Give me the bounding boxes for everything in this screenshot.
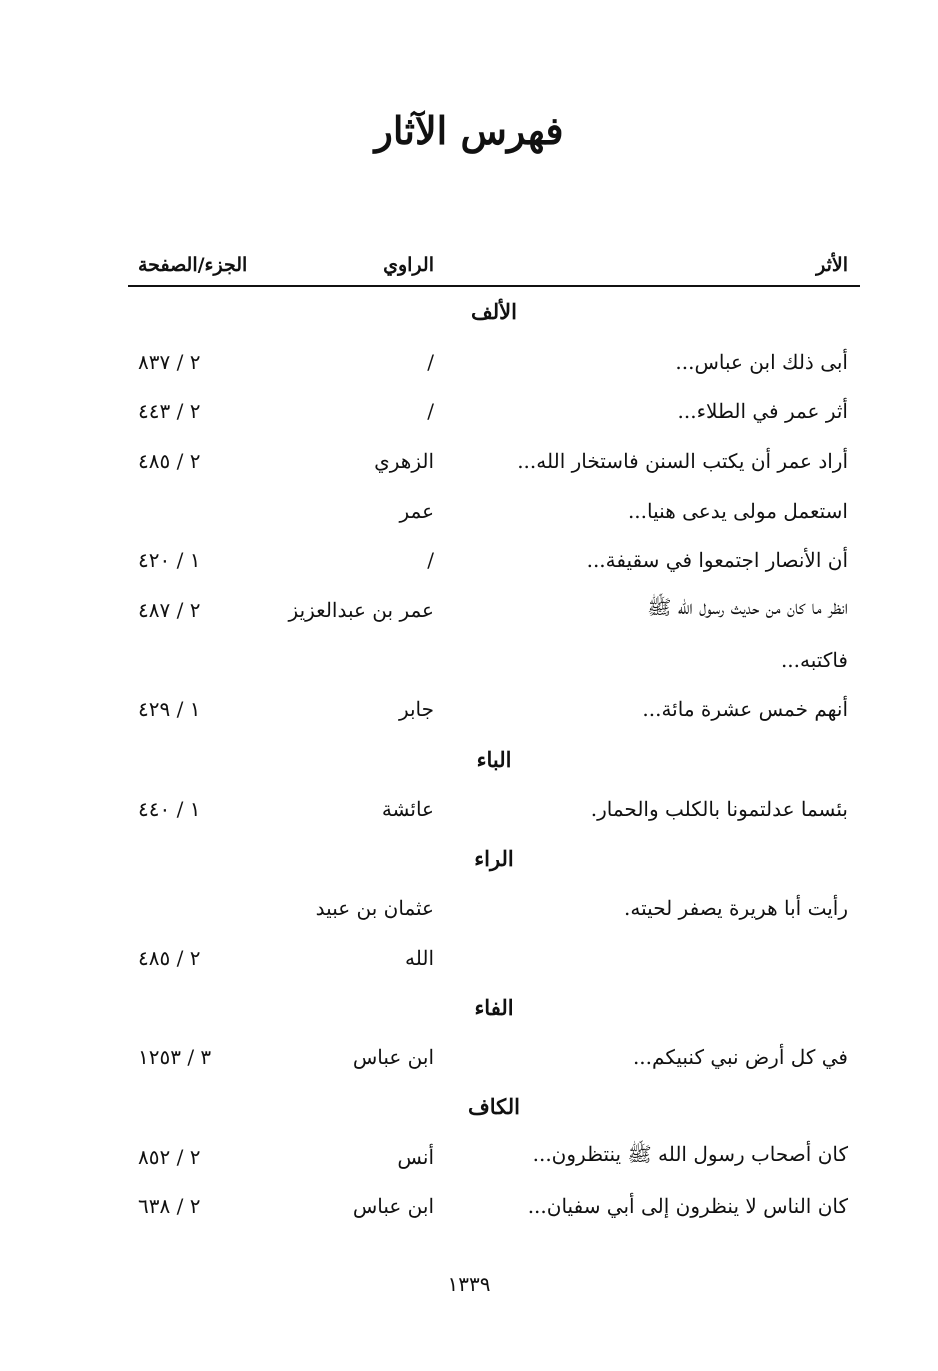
table-row [128,635,860,685]
rawi-cell: عمر [399,498,434,523]
rawi-cell: / [427,349,434,374]
header-rawi: الراوي [383,254,434,276]
rawi-cell: عمر بن عبدالعزيز [288,597,434,622]
section-heading: الباء [476,746,512,772]
athar-cell: أراد عمر أن يكتب السنن فاستخار الله... [517,448,848,473]
header-athar: الأثر [816,254,848,276]
rawi-cell: الله [405,945,434,970]
section-heading: الكاف [468,1094,520,1120]
athar-cell: رأيت أبا هريرة يصفر لحيته. [624,896,848,921]
table-row [128,685,860,735]
volume-page-cell: ١ / ٤٢٠ [138,548,201,573]
page-number: ١٣٣٩ [447,1272,491,1296]
volume-page-cell: ٢ / ٤٨٧ [138,597,201,622]
section-heading: الفاء [474,994,514,1020]
rawi-cell: / [427,548,434,573]
volume-page-cell: ٣ / ١٢٥٣ [138,1045,212,1070]
volume-page-cell: ٢ / ٤٨٥ [138,448,201,473]
athar-cell: أبى ذلك ابن عباس... [675,349,848,374]
athar-index-table [128,245,860,1231]
table-row [128,1181,860,1231]
athar-cell: أن الأنصار اجتمعوا في سقيفة... [586,548,848,573]
table-body [128,287,860,1231]
athar-cell: كان أصحاب رسول الله ﷺ ينتظرون... [532,1142,848,1167]
athar-cell: أثر عمر في الطلاء... [677,399,848,424]
athar-cell: بئسما عدلتمونا بالكلب والحمار. [590,796,848,821]
volume-page-cell: ١ / ٤٤٠ [138,796,201,821]
rawi-cell: / [427,399,434,424]
athar-cell: انظر ما كان من حديث رسول الله ﷺ [647,595,848,620]
rawi-cell: عائشة [381,796,434,821]
athar-cell: أنهم خمس عشرة مائة... [642,697,848,722]
volume-page-cell: ٢ / ٨٥٢ [138,1144,201,1169]
table-row [128,883,860,933]
section-heading: الراء [474,845,514,871]
athar-cell: فاكتبه... [780,647,848,672]
section-heading: الألف [471,299,517,325]
table-row [128,784,860,834]
athar-cell: كان الناس لا ينظرون إلى أبي سفيان... [527,1194,848,1219]
table-row [128,1032,860,1082]
volume-page-cell: ٢ / ٦٣٨ [138,1194,201,1219]
rawi-cell: جابر [398,697,434,722]
rawi-cell: ابن عباس [352,1194,434,1219]
table-row [128,535,860,585]
header-volume-page: الجزء/الصفحة [138,254,248,276]
volume-page-cell: ١ / ٤٢٩ [138,697,201,722]
rawi-cell: الزهري [374,448,434,473]
rawi-cell: ابن عباس [352,1045,434,1070]
volume-page-cell: ٢ / ٨٣٧ [138,349,201,374]
volume-page-cell: ٢ / ٤٨٥ [138,945,201,970]
volume-page-cell: ٢ / ٤٤٣ [138,399,201,424]
table-row [128,436,860,486]
rawi-cell: عثمان بن عبيد [315,896,434,921]
page-title: فهرس الآثار [374,108,564,153]
rawi-cell: أنس [397,1144,434,1169]
table-row [128,933,860,983]
table-header [128,245,860,287]
athar-cell: في كل أرض نبي كنبيكم... [632,1045,848,1070]
table-row [128,585,860,635]
table-row [128,386,860,436]
table-row [128,486,860,536]
athar-cell: استعمل مولى يدعى هنيا... [627,498,848,523]
table-row [128,1132,860,1182]
table-row [128,337,860,387]
